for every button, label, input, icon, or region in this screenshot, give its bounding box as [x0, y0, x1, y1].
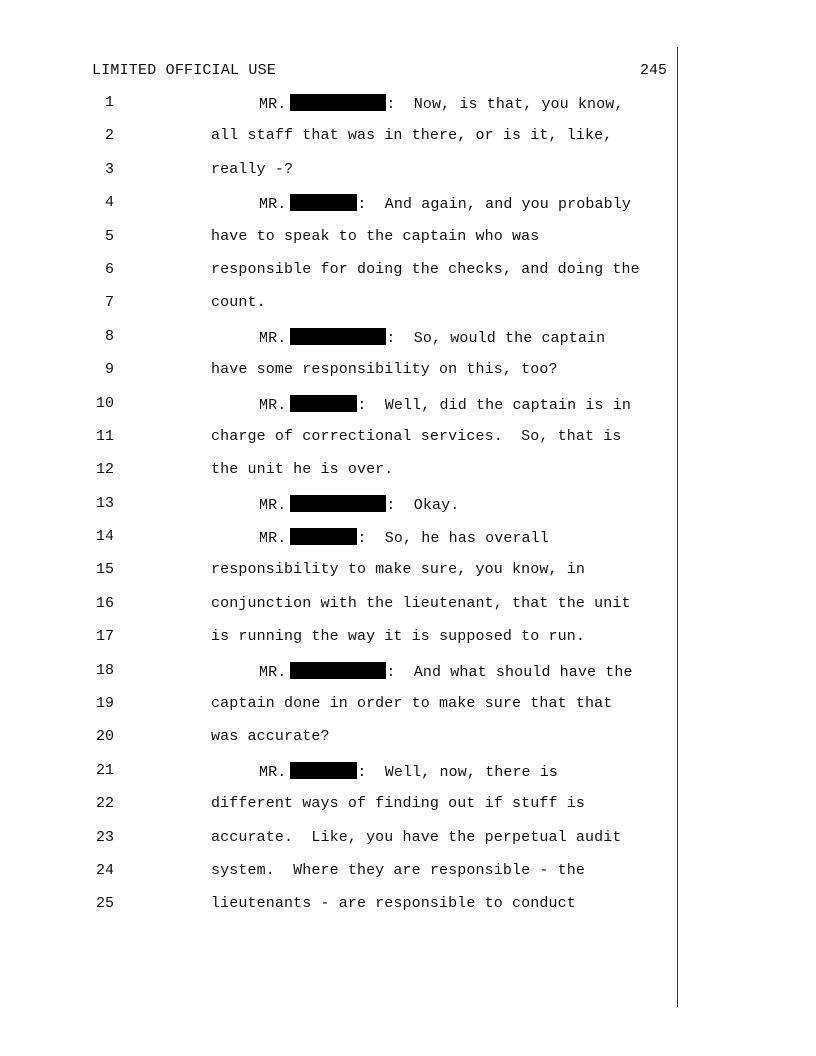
line-text: the unit he is over. — [211, 461, 394, 479]
speaker-prefix: MR. — [259, 496, 287, 514]
transcript-line — [0, 421, 816, 454]
speech-text: : Okay. — [386, 496, 460, 514]
line-text: is running the way it is supposed to run. — [211, 628, 585, 646]
transcript-line — [0, 454, 816, 487]
line-number: 11 — [95, 427, 114, 445]
speaker-line-text — [259, 94, 624, 113]
speaker-line-text — [259, 495, 459, 514]
line-text: count. — [211, 294, 266, 312]
line-number: 22 — [95, 795, 114, 813]
speaker-line-text — [259, 395, 631, 414]
redaction-bar — [290, 528, 357, 545]
line-number: 14 — [95, 528, 114, 546]
transcript-line — [0, 588, 816, 621]
redaction-bar — [290, 395, 357, 412]
transcript-line — [0, 120, 816, 153]
line-number: 8 — [104, 327, 114, 345]
line-text: conjunction with the lieutenant, that the unit — [211, 594, 631, 612]
line-text: was accurate? — [211, 728, 330, 746]
transcript-line — [0, 521, 816, 554]
transcript-line — [0, 888, 816, 921]
speech-text: : Now, is that, you know, — [386, 96, 624, 113]
speaker-line-text — [259, 528, 549, 547]
line-text: different ways of finding out if stuff is — [211, 795, 585, 813]
line-text: system. Where they are responsible - the — [211, 861, 585, 879]
speech-text: : Well, now, there is — [357, 763, 559, 781]
speaker-line-text — [259, 762, 558, 781]
speaker-line-text — [259, 328, 605, 347]
transcript-body — [0, 87, 816, 922]
speaker-prefix: MR. — [259, 96, 287, 113]
classification-header: LIMITED OFFICIAL USE — [92, 62, 277, 79]
line-number: 7 — [104, 294, 114, 312]
line-number: 23 — [95, 828, 114, 846]
line-number: 18 — [95, 661, 114, 679]
transcript-line — [0, 354, 816, 387]
line-number: 19 — [95, 695, 114, 713]
line-number: 1 — [104, 94, 114, 111]
transcript-line — [0, 788, 816, 821]
transcript-line — [0, 488, 816, 521]
line-number: 3 — [104, 160, 114, 178]
transcript-line — [0, 822, 816, 855]
redaction-bar — [290, 762, 357, 779]
speaker-prefix: MR. — [259, 663, 287, 681]
transcript-line — [0, 554, 816, 587]
line-text: really -? — [211, 160, 294, 178]
speech-text: : And what should have the — [386, 663, 633, 681]
line-text: have to speak to the captain who was — [211, 227, 540, 245]
line-text: responsibility to make sure, you know, in — [211, 561, 585, 579]
speaker-prefix: MR. — [259, 196, 287, 214]
transcript-line — [0, 655, 816, 688]
speech-text: : So, he has overall — [357, 530, 549, 548]
redaction-bar — [290, 495, 386, 512]
transcript-line — [0, 221, 816, 254]
line-number: 24 — [95, 861, 114, 879]
line-number: 13 — [95, 494, 114, 512]
transcript-line — [0, 87, 816, 120]
line-number: 6 — [104, 260, 114, 278]
line-number: 20 — [95, 728, 114, 746]
line-number: 4 — [104, 194, 114, 212]
line-number: 12 — [95, 461, 114, 479]
speech-text: : Well, did the captain is in — [357, 396, 632, 414]
redaction-bar — [290, 328, 386, 345]
line-number: 10 — [95, 394, 114, 412]
redaction-bar — [290, 662, 386, 679]
speaker-line-text — [259, 662, 633, 681]
transcript-line — [0, 187, 816, 220]
transcript-line — [0, 388, 816, 421]
transcript-line — [0, 688, 816, 721]
line-text: accurate. Like, you have the perpetual audit — [211, 828, 622, 846]
line-text: charge of correctional services. So, that is — [211, 427, 622, 445]
speech-text: : And again, and you probably — [357, 196, 632, 214]
line-text: captain done in order to make sure that that — [211, 695, 613, 713]
line-text: all staff that was in there, or is it, like, — [211, 127, 613, 145]
line-number: 25 — [95, 895, 114, 913]
line-number: 5 — [104, 227, 114, 245]
line-number: 15 — [95, 561, 114, 579]
speaker-prefix: MR. — [259, 763, 287, 781]
line-number: 21 — [95, 761, 114, 779]
line-number: 2 — [104, 127, 114, 145]
transcript-line — [0, 254, 816, 287]
speaker-line-text — [259, 194, 631, 213]
speaker-prefix: MR. — [259, 396, 287, 414]
line-number: 16 — [95, 594, 114, 612]
transcript-line — [0, 621, 816, 654]
transcript-line — [0, 755, 816, 788]
transcript-line — [0, 721, 816, 754]
transcript-line — [0, 321, 816, 354]
speaker-prefix: MR. — [259, 329, 287, 347]
line-number: 9 — [104, 361, 114, 379]
speech-text: : So, would the captain — [386, 329, 606, 347]
speaker-prefix: MR. — [259, 530, 287, 548]
line-text: responsible for doing the checks, and doing the — [211, 260, 640, 278]
transcript-line — [0, 154, 816, 187]
line-text: lieutenants - are responsible to conduct — [211, 895, 576, 913]
transcript-line — [0, 855, 816, 888]
line-text: have some responsibility on this, too? — [211, 361, 558, 379]
redaction-bar — [290, 94, 386, 111]
transcript-line — [0, 287, 816, 320]
page-number: 245 — [639, 62, 667, 79]
redaction-bar — [290, 194, 357, 211]
line-number: 17 — [95, 628, 114, 646]
